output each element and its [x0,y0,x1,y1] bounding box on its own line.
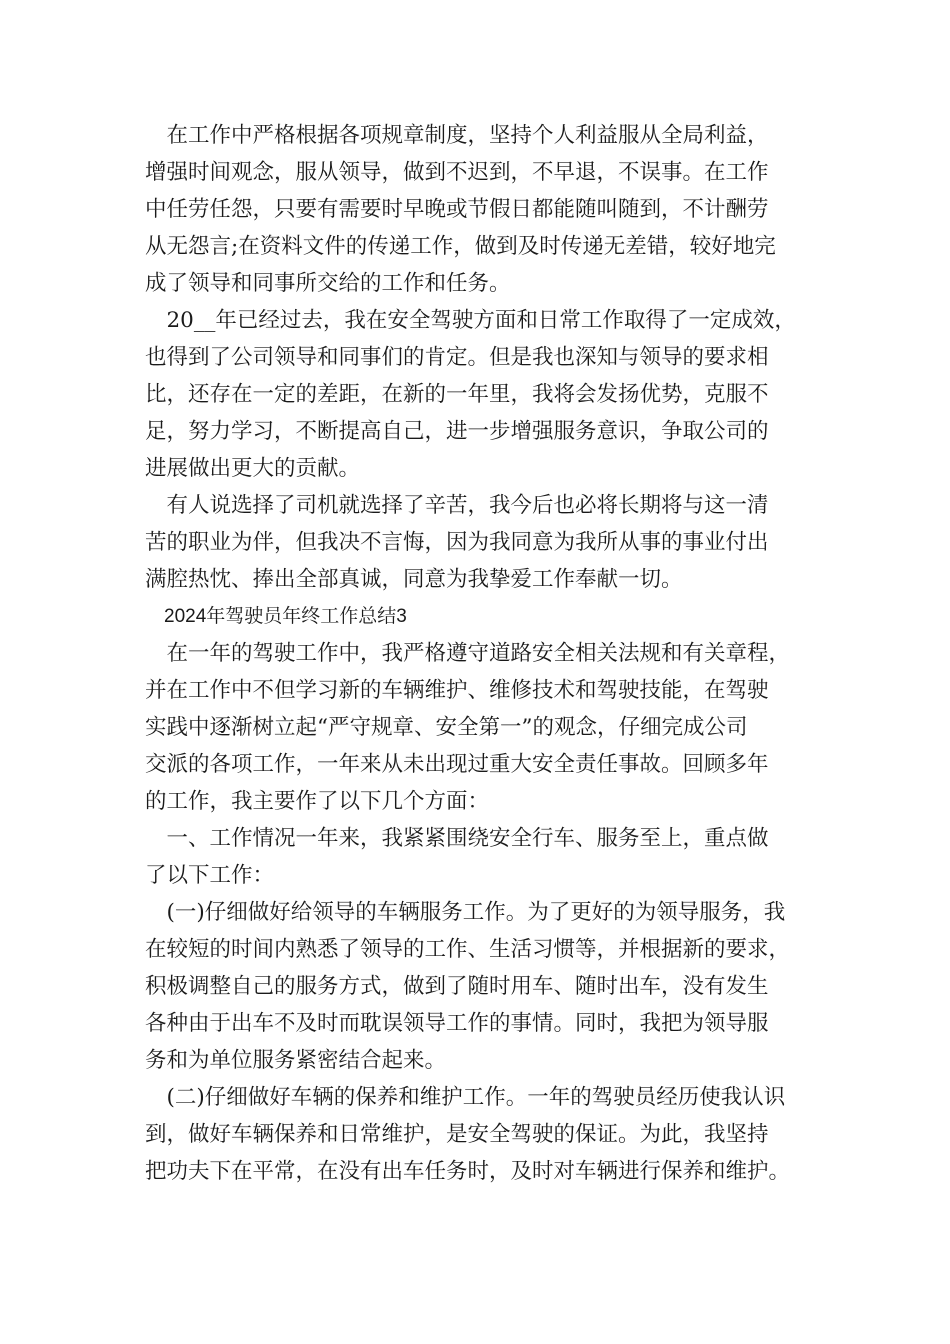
text-line: 各种由于出车不及时而耽误领导工作的事情。同时，我把为领导服 [145,1011,769,1036]
text-line: 足，努力学习，不断提高自己，进一步增强服务意识，争取公司的 [145,419,769,444]
text-line: 在一年的驾驶工作中，我严格遵守道路安全相关法规和有关章程， [145,641,791,666]
text-line: 增强时间观念，服从领导，做到不迟到，不早退，不误事。在工作 [145,160,769,185]
text-line: 进展做出更大的贡献。 [145,456,361,481]
text-line: (一)仔细做好给领导的车辆服务工作。为了更好的为领导服务，我 [145,900,786,925]
text-line: 积极调整自己的服务方式，做到了随时用车、随时出车，没有发生 [145,974,769,999]
text-line: 一、工作情况一年来，我紧紧围绕安全行车、服务至上，重点做 [145,826,769,851]
text-line: 成了领导和同事所交给的工作和任务。 [145,271,511,296]
text-line: 到，做好车辆保养和日常维护，是安全驾驶的保证。为此，我坚持 [145,1122,769,1147]
text-line: 务和为单位服务紧密结合起来。 [145,1048,447,1073]
paragraph-5 [145,820,825,894]
text-line: 把功夫下在平常，在没有出车任务时，及时对车辆进行保养和维护。 [145,1159,791,1184]
text-line: 在较短的时间内熟悉了领导的工作、生活习惯等，并根据新的要求， [145,937,791,962]
text-line: 的工作，我主要作了以下几个方面： [145,789,490,814]
text-line: 交派的各项工作，一年来从未出现过重大安全责任事故。回顾多年 [145,752,769,777]
paragraph-1 [145,117,825,302]
text-line: 苦的职业为伴，但我决不言悔，因为我同意为我所从事的事业付出 [145,530,769,555]
text-line: 中任劳任怨，只要有需要时早晚或节假日都能随叫随到，不计酬劳 [145,197,769,222]
section-heading: 2024年驾驶员年终工作总结3 [145,606,407,627]
paragraph-2 [145,302,825,487]
text-line: 从无怨言;在资料文件的传递工作，做到及时传递无差错，较好地完 [145,234,776,259]
text-line: 满腔热忱、捧出全部真诚，同意为我挚爱工作奉献一切。 [145,567,683,592]
paragraph-7 [145,1079,825,1190]
paragraph-4 [145,635,825,820]
document-body [145,117,825,1190]
text-line: (二)仔细做好车辆的保养和维护工作。一年的驾驶员经历使我认识 [145,1085,786,1110]
text-line: 比，还存在一定的差距，在新的一年里，我将会发扬优势，克服不 [145,382,769,407]
text-line: 有人说选择了司机就选择了辛苦，我今后也必将长期将与这一清 [145,493,769,518]
text-line: 在工作中严格根据各项规章制度，坚持个人利益服从全局利益， [145,123,769,148]
text-line: 实践中逐渐树立起“严守规章、安全第一”的观念，仔细完成公司 [145,715,748,740]
text-line: 了以下工作： [145,863,275,888]
text-line: 也得到了公司领导和同事们的肯定。但是我也深知与领导的要求相 [145,345,769,370]
text-line: 20__年已经过去，我在安全驾驶方面和日常工作取得了一定成效， [145,308,796,333]
text-line: 并在工作中不但学习新的车辆维护、维修技术和驾驶技能，在驾驶 [145,678,769,703]
paragraph-6 [145,894,825,1079]
paragraph-3 [145,487,825,598]
